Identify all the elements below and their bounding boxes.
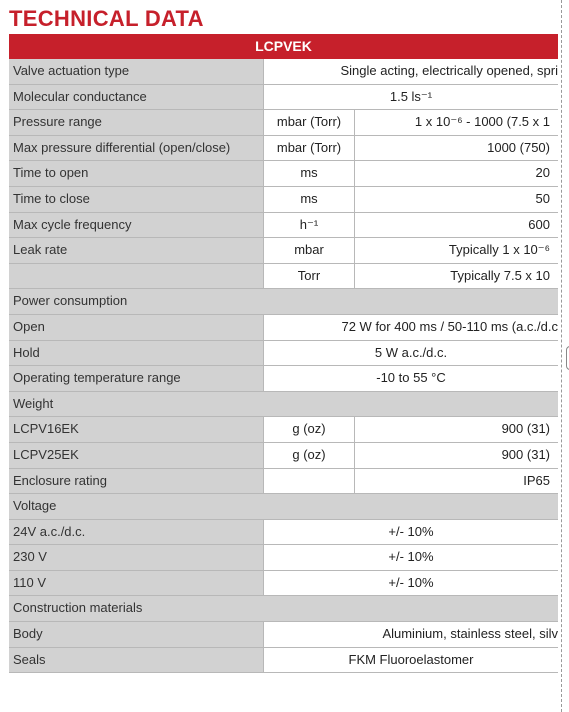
table-row	[9, 238, 558, 264]
table-row	[9, 161, 558, 187]
section-row	[9, 289, 558, 315]
table-row	[9, 571, 558, 597]
section-row	[9, 596, 558, 622]
row-label: Time to open	[9, 161, 263, 186]
row-unit	[263, 469, 355, 494]
row-value: 5 W a.c./d.c.	[263, 341, 558, 366]
row-label: Open	[9, 315, 263, 340]
technical-data-table	[9, 34, 558, 708]
row-value: 900 (31)	[501, 446, 550, 462]
page-edge-dashed-line	[561, 0, 562, 712]
table-title: LCPVEK	[9, 34, 558, 59]
row-unit: Torr	[263, 264, 355, 289]
row-value: +/- 10%	[263, 571, 558, 596]
row-label: Pressure range	[9, 110, 263, 135]
row-label: Body	[9, 622, 263, 647]
page-heading: TECHNICAL DATA	[9, 6, 204, 31]
row-label: 110 V	[9, 571, 263, 596]
row-unit: mbar	[263, 238, 355, 263]
row-label: Seals	[9, 648, 263, 673]
row-value: 72 W for 400 ms / 50-110 ms (a.c./d.c	[263, 315, 558, 340]
row-label: 230 V	[9, 545, 263, 570]
table-row	[9, 264, 558, 290]
table-row	[9, 443, 558, 469]
row-value: FKM Fluoroelastomer	[263, 648, 558, 673]
table-row	[9, 622, 558, 648]
row-label: LCPV25EK	[9, 443, 263, 468]
row-label: Max pressure differential (open/close)	[9, 136, 263, 161]
row-unit: ms	[263, 161, 355, 186]
table-row	[9, 85, 558, 111]
table-row	[9, 59, 558, 85]
table-row	[9, 417, 558, 443]
row-label: LCPV16EK	[9, 417, 263, 442]
row-value: 1 x 10⁻⁶ - 1000 (7.5 x 1	[414, 114, 550, 130]
table-row	[9, 648, 558, 674]
table-row	[9, 469, 558, 495]
row-label: Time to close	[9, 187, 263, 212]
row-value: 20	[535, 165, 550, 181]
row-value: 50	[535, 190, 550, 206]
row-label: Hold	[9, 341, 263, 366]
section-row	[9, 494, 558, 520]
section-row	[9, 392, 558, 418]
section-label: Voltage	[9, 494, 558, 519]
section-label: Weight	[9, 392, 558, 417]
table-row	[9, 187, 558, 213]
row-label: Molecular conductance	[9, 85, 263, 110]
table-row	[9, 520, 558, 546]
table-row	[9, 213, 558, 239]
row-label: Valve actuation type	[9, 59, 263, 84]
table-row	[9, 545, 558, 571]
row-value: 1.5 ls⁻¹	[263, 85, 558, 110]
section-label: Power consumption	[9, 289, 558, 314]
row-value: IP65	[523, 472, 550, 488]
row-value: 900 (31)	[501, 421, 550, 437]
row-value: 600	[528, 216, 550, 232]
table-row	[9, 136, 558, 162]
row-unit: h⁻¹	[263, 213, 355, 238]
row-value: 1000 (750)	[487, 139, 550, 155]
table-row	[9, 110, 558, 136]
table-row	[9, 315, 558, 341]
row-unit: mbar (Torr)	[263, 110, 355, 135]
row-label: Max cycle frequency	[9, 213, 263, 238]
row-label: Enclosure rating	[9, 469, 263, 494]
row-value: Typically 1 x 10⁻⁶	[448, 242, 550, 258]
table-row	[9, 366, 558, 392]
row-label: 24V a.c./d.c.	[9, 520, 263, 545]
row-value: Aluminium, stainless steel, silv	[263, 622, 558, 647]
row-value: -10 to 55 °C	[263, 366, 558, 391]
table-row	[9, 341, 558, 367]
row-label	[9, 264, 263, 289]
row-value: +/- 10%	[263, 520, 558, 545]
row-value: +/- 10%	[263, 545, 558, 570]
row-unit: mbar (Torr)	[263, 136, 355, 161]
row-value: Typically 7.5 x 10	[450, 267, 550, 283]
row-label: Leak rate	[9, 238, 263, 263]
section-label: Construction materials	[9, 596, 558, 621]
row-label: Operating temperature range	[9, 366, 263, 391]
row-unit: g (oz)	[263, 443, 355, 468]
row-unit: ms	[263, 187, 355, 212]
row-value: Single acting, electrically opened, spri	[263, 59, 558, 84]
row-unit: g (oz)	[263, 417, 355, 442]
